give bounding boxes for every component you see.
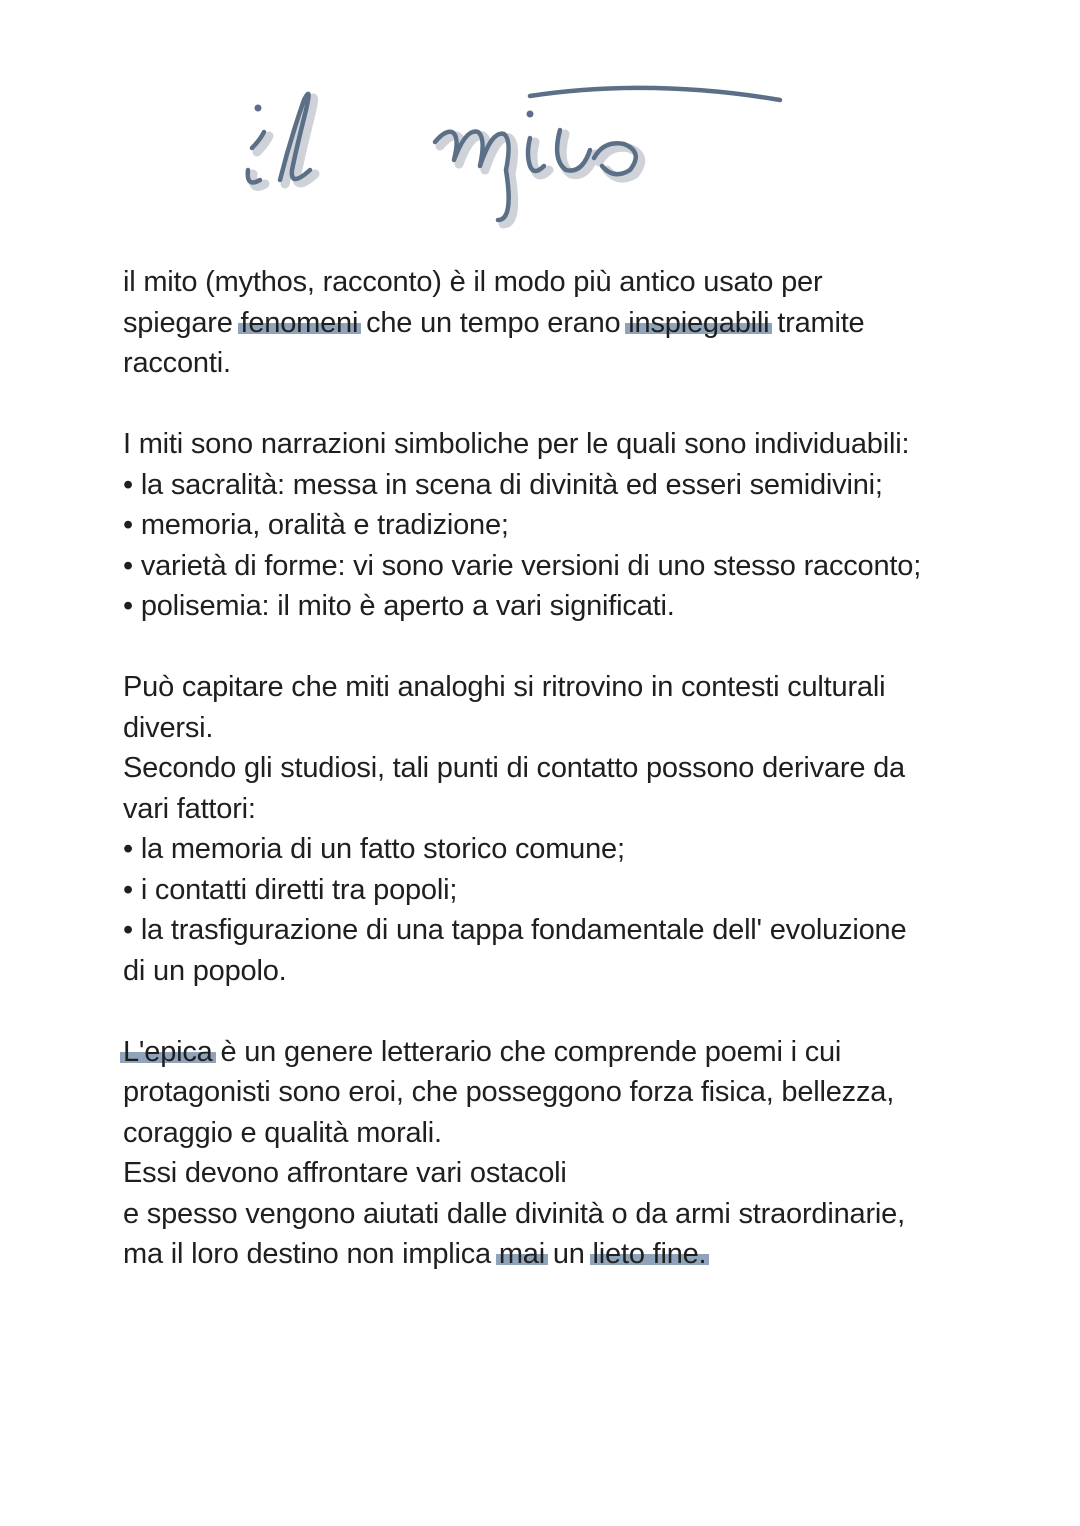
epica-text-c: un bbox=[552, 1238, 585, 1270]
features-lead: I miti sono narrazioni simboliche per le quali sono individuabili: bbox=[123, 428, 910, 460]
list-item: • la trasfigurazione di una tappa fondamentale dell' evoluzione bbox=[123, 910, 983, 951]
intro-text-a: spiegare bbox=[123, 306, 233, 339]
title-lettering bbox=[230, 70, 810, 240]
epica-line-3: coraggio e qualità morali. bbox=[123, 1116, 442, 1149]
intro-text-c: tramite bbox=[777, 306, 865, 339]
highlight-inspiegabili: inspiegabili bbox=[625, 307, 772, 339]
intro-paragraph bbox=[123, 262, 983, 384]
epica-line-6 bbox=[123, 1234, 983, 1275]
epica-section bbox=[123, 1032, 983, 1275]
analogies-line-4: vari fattori: bbox=[123, 792, 256, 825]
list-item: • i contatti diretti tra popoli; bbox=[123, 870, 983, 911]
epica-text-b: ma il loro destino non implica bbox=[123, 1238, 491, 1270]
notes-body bbox=[123, 262, 983, 1275]
epica-text-a: è un genere letterario che comprende poemi i cui bbox=[220, 1035, 842, 1068]
epica-line-1 bbox=[123, 1032, 983, 1073]
intro-text-b: che un tempo erano bbox=[366, 306, 621, 339]
highlight-lieto-fine: lieto fine. bbox=[590, 1238, 710, 1270]
analogies-line-5: di un popolo. bbox=[123, 954, 287, 987]
highlight-mai: mai bbox=[496, 1238, 548, 1270]
handwritten-title bbox=[230, 70, 810, 240]
list-item: • memoria, oralità e tradizione; bbox=[123, 505, 983, 546]
list-item: • polisemia: il mito è aperto a vari significati. bbox=[123, 586, 983, 627]
highlight-epica: L'epica bbox=[120, 1036, 216, 1068]
intro-line-1: il mito (mythos, racconto) è il modo più antico usato per bbox=[123, 266, 823, 298]
list-item: • varietà di forme: vi sono varie versioni di uno stesso racconto; bbox=[123, 546, 983, 587]
intro-line-2 bbox=[123, 303, 983, 344]
highlight-fenomeni: fenomeni bbox=[238, 307, 362, 339]
paragraph-gap bbox=[123, 627, 983, 668]
intro-line-3: racconti. bbox=[123, 347, 231, 379]
analogies-line-2: diversi. bbox=[123, 711, 214, 744]
list-item: • la sacralità: messa in scena di divinità ed esseri semidivini; bbox=[123, 465, 983, 506]
analogies-line-3: Secondo gli studiosi, tali punti di contatto possono derivare da bbox=[123, 752, 905, 784]
paragraph-gap bbox=[123, 991, 983, 1032]
epica-line-2: protagonisti sono eroi, che posseggono forza fisica, bellezza, bbox=[123, 1076, 895, 1108]
analogies-section bbox=[123, 667, 983, 991]
epica-line-5: e spesso vengono aiutati dalle divinità o da armi straordinarie, bbox=[123, 1197, 905, 1230]
analogies-line-1: Può capitare che miti analoghi si ritrovino in contesti culturali bbox=[123, 671, 886, 703]
paragraph-gap bbox=[123, 384, 983, 425]
features-section bbox=[123, 424, 983, 627]
epica-line-4: Essi devono affrontare vari ostacoli bbox=[123, 1157, 567, 1189]
list-item: • la memoria di un fatto storico comune; bbox=[123, 829, 983, 870]
